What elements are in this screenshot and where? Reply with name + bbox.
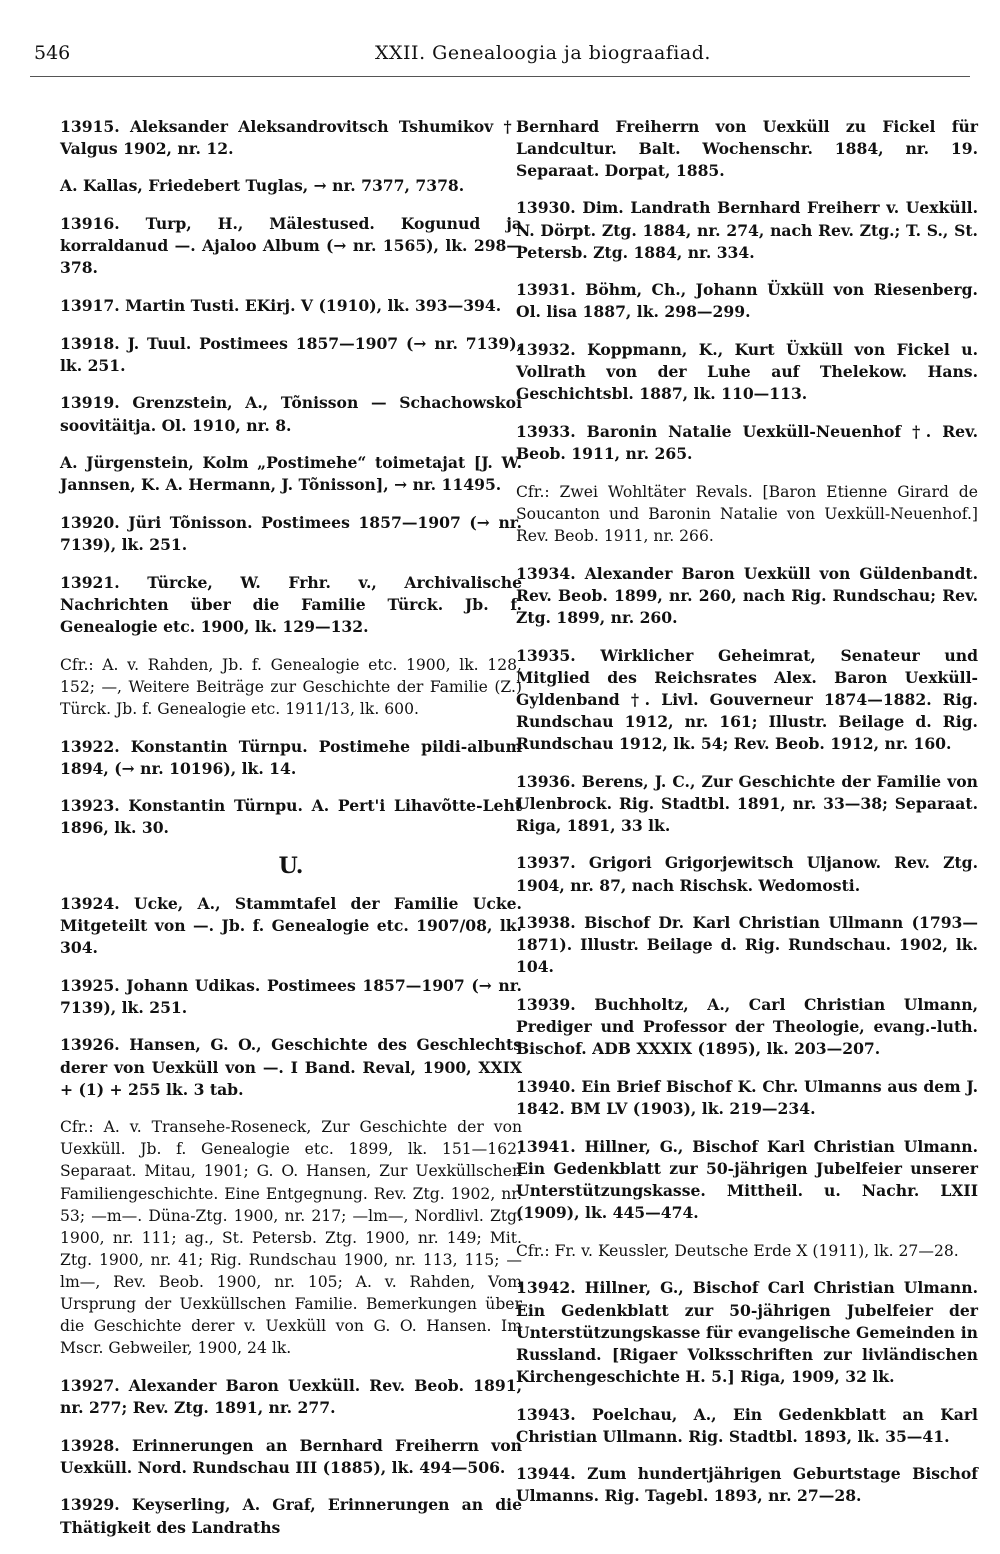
bibliography-entry: 13941. Hillner, G., Bischof Karl Christian Ulmann. Ein Gedenkblatt zur 50-jährigen Jubelfeier unserer Unterstützungskasse. Mittheil. u. Nachr. LXII (1909), lk. 445—474.	[516, 1136, 978, 1223]
bibliography-entry: 13933. Baronin Natalie Uexküll-Neuenhof †. Rev. Beob. 1911, nr. 265.	[516, 422, 978, 464]
bibliography-entry: 13919. Grenzstein, A., Tõnisson — Schachowskoi soovitäitja. Ol. 1910, nr. 8.	[60, 393, 522, 435]
right-entries	[516, 116, 978, 1508]
bibliography-entry: 13938. Bischof Dr. Karl Christian Ullmann (1793—1871). Illustr. Beilage d. Rig. Rundschau. 1902, lk. 104.	[516, 913, 978, 977]
page-number: 546	[34, 42, 71, 64]
bibliography-entry: 13937. Grigori Grigorjewitsch Uljanow. Rev. Ztg. 1904, nr. 87, nach Rischsk. Wedomosti.	[516, 853, 978, 895]
bibliography-entry: 13931. Böhm, Ch., Johann Üxküll von Riesenberg. Ol. lisa 1887, lk. 298—299.	[516, 280, 978, 322]
bibliography-entry: A. Jürgenstein, Kolm „Postimehe“ toimetajat [J. W. Jannsen, K. A. Hermann, J. Tõnisson], → nr. 11495.	[60, 453, 522, 495]
bibliography-entry: A. Kallas, Friedebert Tuglas, → nr. 7377, 7378.	[60, 176, 465, 196]
reference-note: Cfr.: Zwei Wohltäter Revals. [Baron Etienne Girard de Soucanton und Baronin Natalie von Uexküll-Neuenhof.] Rev. Beob. 1911, nr. 266.	[516, 482, 978, 545]
bibliography-entry: 13943. Poelchau, A., Ein Gedenkblatt an Karl Christian Ullmann. Rig. Stadtbl. 1893, lk. 35—41.	[516, 1404, 978, 1446]
bibliography-entry: 13918. J. Tuul. Postimees 1857—1907 (→ nr. 7139), lk. 251.	[60, 333, 522, 375]
reference-note: Cfr.: Fr. v. Keussler, Deutsche Erde X (1911), lk. 27—28.	[516, 1241, 959, 1260]
right-column	[516, 100, 978, 1523]
bibliography-entry: 13923. Konstantin Türnpu. A. Pert'i Lihavõtte-Leht 1896, lk. 30.	[60, 796, 522, 838]
bibliography-entry: 13916. Turp, H., Mälestused. Kogunud ja korraldanud —. Ajaloo Album (→ nr. 1565), lk. 298—378.	[60, 214, 522, 278]
reference-note: Cfr.: A. v. Transehe-Roseneck, Zur Geschichte der von Uexküll. Jb. f. Genealogie etc. 1899, lk. 151—162. Separaat. Mitau, 1901; G. O. Hansen, Zur Uexküllschen Familiengeschichte. Eine Entgegnung. Rev. Ztg. 1902, nr. 53; —m—. Düna-Ztg. 1900, nr. 217; —lm—, Nordlivl. Ztg. 1900, nr. 111; ag., St. Petersb. Ztg. 1900, nr. 149; Mit. Ztg. 1900, nr. 41; Rig. Rundschau 1900, nr. 113, 115; —lm—, Rev. Beob. 1900, nr. 105; A. v. Rahden, Vom Ursprung der Uexküllschen Familie. Bemerkungen über die Geschichte derer v. Uexküll von G. O. Hansen. Im Mscr. Gebweiler, 1900, 24 lk.	[60, 1118, 522, 1358]
bibliography-entry: 13929. Keyserling, A. Graf, Erinnerungen an die Thätigkeit des Landraths	[60, 1495, 522, 1537]
entries-after-section	[60, 893, 522, 1539]
bibliography-entry: 13924. Ucke, A., Stammtafel der Familie Ucke. Mitgeteilt von —. Jb. f. Genealogie etc. 1907/08, lk. 304.	[60, 893, 522, 957]
bibliography-entry: 13920. Jüri Tõnisson. Postimees 1857—1907 (→ nr. 7139), lk. 251.	[60, 512, 522, 555]
bibliography-entry: 13915. Aleksander Aleksandrovitsch Tshumikov †. Valgus 1902, nr. 12.	[60, 116, 522, 158]
reference-note: Cfr.: A. v. Rahden, Jb. f. Genealogie etc. 1900, lk. 128, 152; —, Weitere Beiträge zur Geschichte der Familie (Z.) Türck. Jb. f. Genealogie etc. 1911/13, lk. 600.	[60, 655, 522, 718]
bibliography-entry: 13925. Johann Udikas. Postimees 1857—1907 (→ nr. 7139), lk. 251.	[60, 975, 522, 1017]
section-letter: U.	[278, 853, 304, 880]
bibliography-entry: 13940. Ein Brief Bischof K. Chr. Ulmanns aus dem J. 1842. BM LV (1903), lk. 219—234.	[516, 1077, 978, 1119]
bibliography-entry: 13934. Alexander Baron Uexküll von Güldenbandt. Rev. Beob. 1899, nr. 260, nach Rig. Rundschau; Rev. Ztg. 1899, nr. 260.	[516, 563, 978, 627]
bibliography-entry: 13939. Buchholtz, A., Carl Christian Ulmann, Prediger und Professor der Theologie, evang.-luth. Bischof. ADB XXXIX (1895), lk. 203—207.	[516, 995, 978, 1059]
bibliography-entry: 13936. Berens, J. C., Zur Geschichte der Familie von Ulenbrock. Rig. Stadtbl. 1891, nr. 33—38; Separaat. Riga, 1891, 33 lk.	[516, 771, 978, 835]
running-head: XXII. Genealoogia ja biograafiad.	[375, 42, 711, 64]
bibliography-entry: 13921. Türcke, W. Frhr. v., Archivalische Nachrichten über die Familie Türck. Jb. f. Genealogie etc. 1900, lk. 129—132.	[60, 572, 522, 636]
bibliography-entry: 13944. Zum hundertjährigen Geburtstage Bischof Ulmanns. Rig. Tagebl. 1893, nr. 27—28.	[516, 1464, 978, 1506]
bibliography-entry: 13927. Alexander Baron Uexküll. Rev. Beob. 1891, nr. 277; Rev. Ztg. 1891, nr. 277.	[60, 1375, 522, 1417]
page-header	[30, 40, 970, 77]
left-column	[60, 100, 522, 1554]
bibliography-entry: 13926. Hansen, G. O., Geschichte des Geschlechts derer von Uexküll von —. I Band. Reval, 1900, XXIX + (1) + 255 lk. 3 tab.	[60, 1035, 522, 1099]
entries-before-section	[60, 116, 522, 840]
bibliography-entry: 13928. Erinnerungen an Bernhard Freiherrn von Uexküll. Nord. Rundschau III (1885), lk. 494—506.	[60, 1435, 522, 1477]
bibliography-entry: 13922. Konstantin Türnpu. Postimehe pildi-album 1894, (→ nr. 10196), lk. 14.	[60, 736, 522, 778]
bibliography-entry: 13930. Dim. Landrath Bernhard Freiherr v. Uexküll. N. Dörpt. Ztg. 1884, nr. 274, nach Rev. Ztg.; T. S., St. Petersb. Ztg. 1884, nr. 334.	[516, 198, 978, 262]
bibliography-entry: 13917. Martin Tusti. EKirj. V (1910), lk. 393—394.	[60, 295, 502, 315]
bibliography-entry: 13935. Wirklicher Geheimrat, Senateur und Mitglied des Reichsrates Alex. Baron Uexküll-Gyldenband †. Livl. Gouverneur 1874—1882. Rig. Rundschau 1912, nr. 161; Illustr. Beilage d. Rig. Rundschau 1912, lk. 54; Rev. Beob. 1912, nr. 160.	[516, 645, 978, 753]
bibliography-entry: 13932. Koppmann, K., Kurt Üxküll von Fickel u. Vollrath von der Luhe auf Thelekow. Hans. Geschichtsbl. 1887, lk. 110—113.	[516, 340, 978, 404]
bibliography-entry: 13942. Hillner, G., Bischof Carl Christian Ulmann. Ein Gedenkblatt zur 50-jährigen Jubelfeier der Unterstützungskasse für evangelische Gemeinden in Russland. [Rigaer Volksschriften zur livländischen Kirchengeschichte H. 5.] Riga, 1909, 32 lk.	[516, 1278, 978, 1386]
bibliography-entry: Bernhard Freiherrn von Uexküll zu Fickel für Landcultur. Balt. Wochenschr. 1884, nr. 19. Separaat. Dorpat, 1885.	[516, 116, 978, 180]
